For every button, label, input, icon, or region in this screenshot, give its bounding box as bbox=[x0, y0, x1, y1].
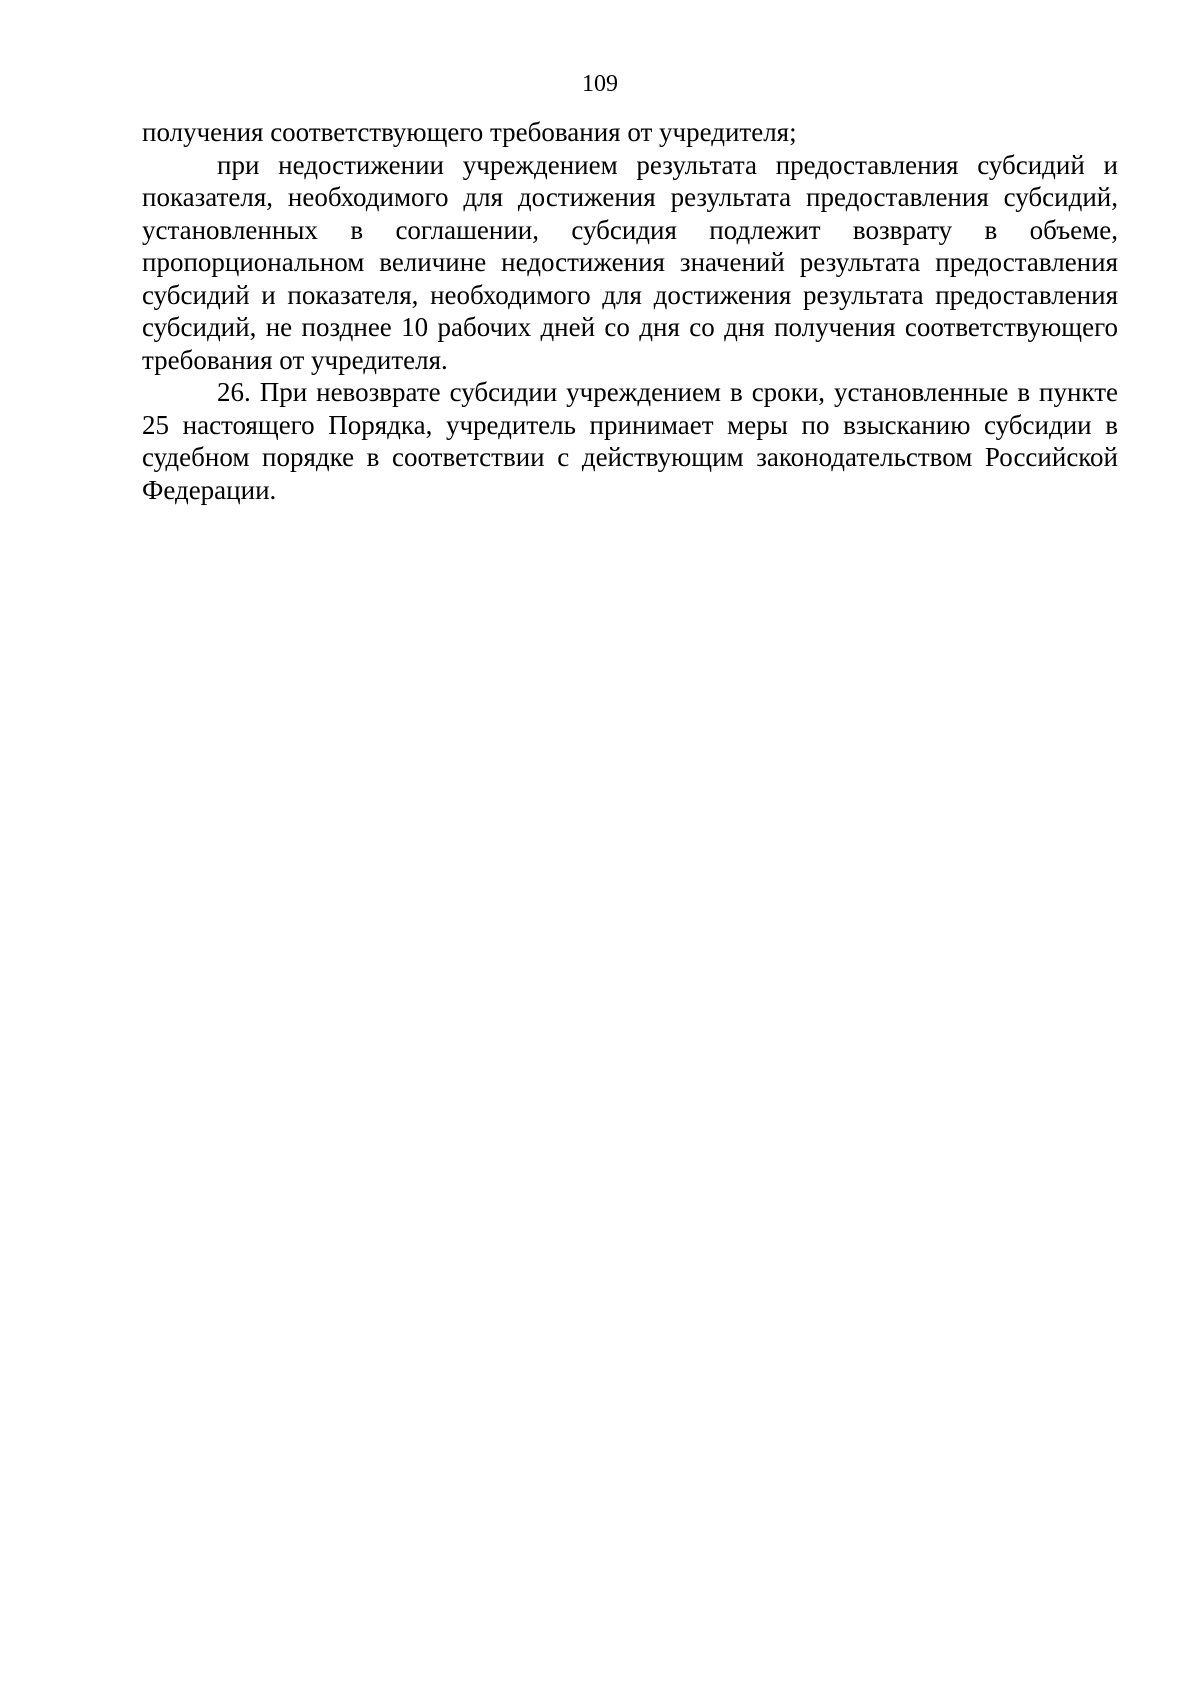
page-number: 109 bbox=[582, 71, 618, 97]
paragraph-refund-clause: при недостижении учреждением результата предоставления субсидий и показателя, необходимого для достижения результата предоставления субсидий, установленных в соглашении, субсидия подлежит возврату в объеме, пропорциональном величине недостижения значений результата предоставления субсидий и показателя, необходимого для достижения результата предоставления субсидий, не позднее 10 рабочих дней со дня со дня получения соответствующего требования от учредителя. bbox=[142, 149, 1118, 375]
paragraph-item-26: 26. При невозврате субсидии учреждением в сроки, установленные в пункте 25 настоящего Порядка, учредитель принимает меры по взысканию субсидии в судебном порядке в соответствии с действующим законодательством Российской Федерации. bbox=[142, 377, 1118, 505]
document-body bbox=[142, 116, 1118, 506]
paragraph-continuation: получения соответствующего требования от учредителя; bbox=[142, 117, 797, 147]
